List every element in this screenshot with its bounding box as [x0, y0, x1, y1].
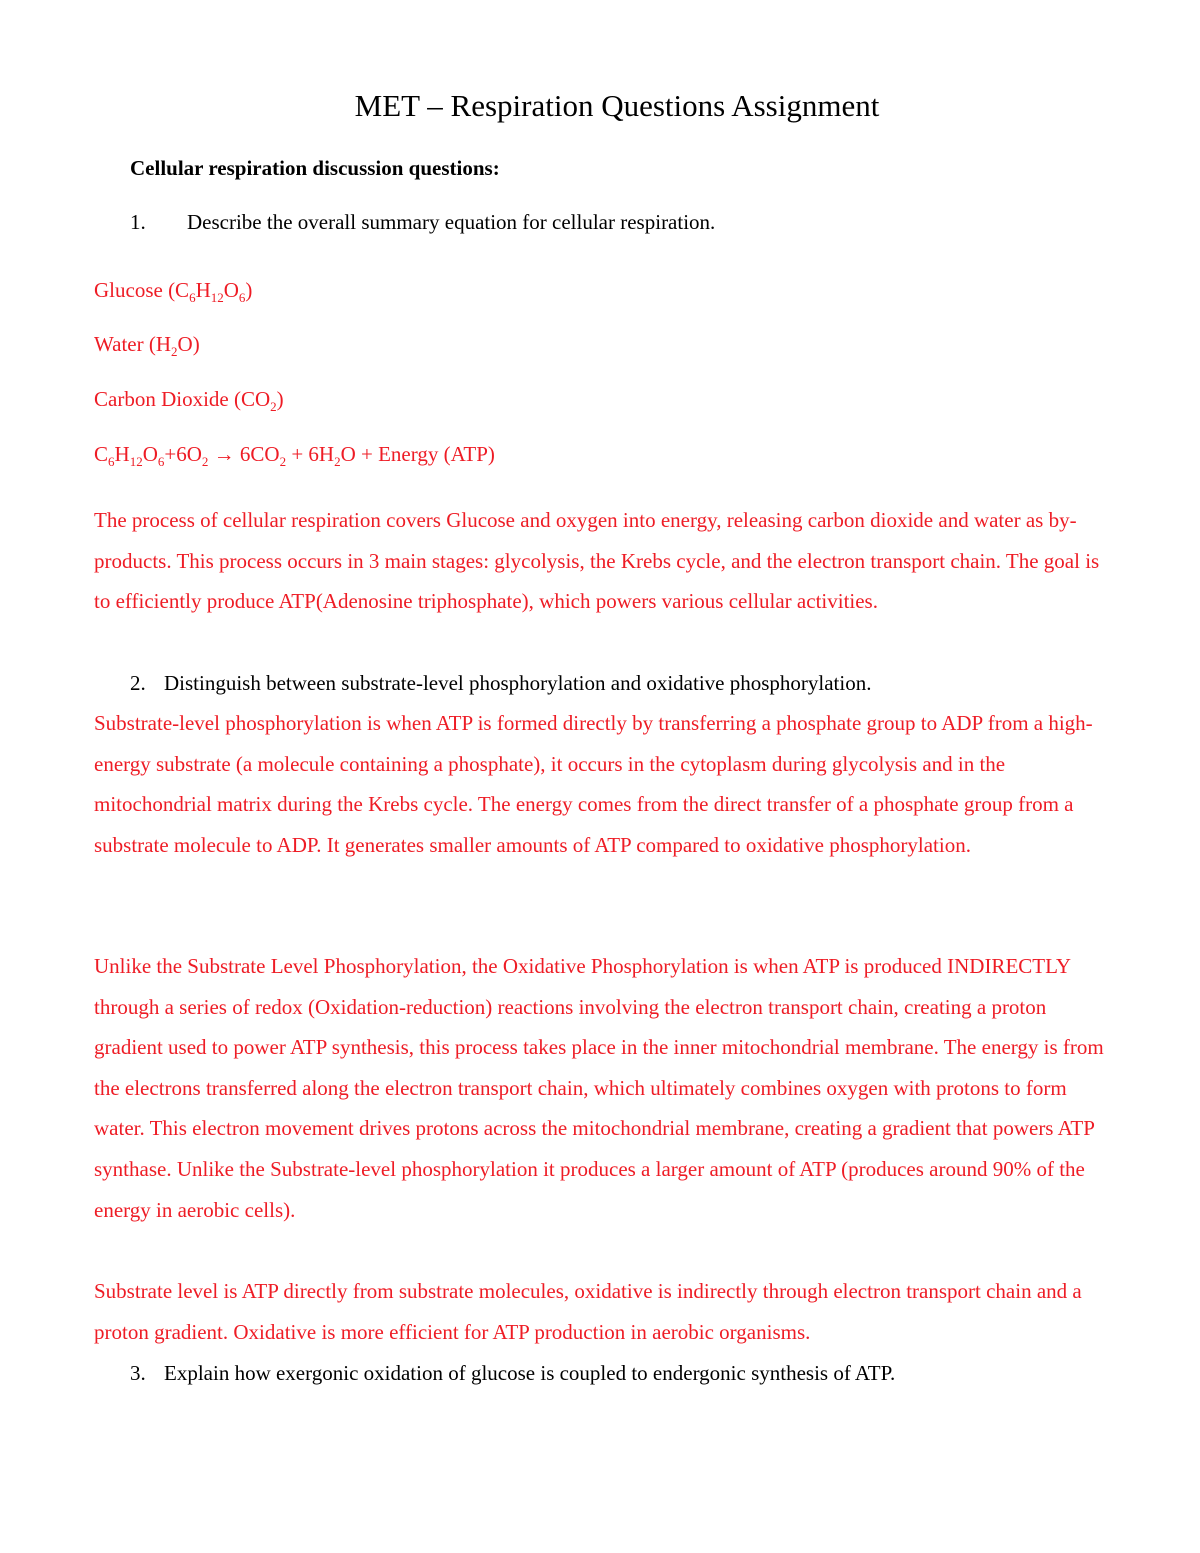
section-heading: Cellular respiration discussion questions:	[130, 156, 500, 180]
question-1-text: Describe the overall summary equation for cellular respiration.	[187, 210, 716, 234]
respiration-equation: $C_6H_{12}O_6+6O_2 \to 6CO_2 + 6H_2O$ + Energy (ATP)	[94, 442, 495, 469]
question-1-number: 1.	[130, 210, 146, 234]
water-line: Water $(H_2O)$	[94, 332, 200, 359]
glucose-line: Glucose $(C_6H_{12}O_6)$	[94, 278, 253, 305]
answer-2-substrate: Substrate-level phosphorylation is when ATP is formed directly by transferring a phosphate group to ADP from a high-energy substrate (a molecule containing a phosphate), it occurs in the cytoplasm during glycolysis and in the mitochondrial matrix during the Krebs cycle. The energy comes from the direct transfer of a phosphate group from a substrate molecule to ADP. It generates smaller amounts of ATP compared to oxidative phosphorylation.	[94, 711, 1093, 857]
answer-1-explanation: The process of cellular respiration covers Glucose and oxygen into energy, releasing carbon dioxide and water as by-products. This process occurs in 3 main stages: glycolysis, the Krebs cycle, and the electron transport chain. The goal is to efficiently produce ATP(Adenosine triphosphate), which powers various cellular activities.	[94, 508, 1100, 614]
carbon-dioxide-line: Carbon Dioxide $(CO_2)$	[94, 387, 284, 414]
answer-2-oxidative: Unlike the Substrate Level Phosphorylation, the Oxidative Phosphorylation is when ATP is produced INDIRECTLY through a series of redox (Oxidation-reduction) reactions involving the electron transport chain, creating a proton gradient used to power ATP synthesis, this process takes place in the inner mitochondrial membrane. The energy is from the electrons transferred along the electron transport chain, which ultimately combines oxygen with protons to form water. This electron movement drives protons across the mitochondrial membrane, creating a gradient that powers ATP synthase. Unlike the Substrate-level phosphorylation it produces a larger amount of ATP (produces around 90% of the energy in aerobic cells).	[94, 954, 1104, 1222]
question-2-number: 2.	[130, 671, 146, 695]
question-2-text: Distinguish between substrate-level phosphorylation and oxidative phosphorylation.	[164, 671, 872, 695]
question-3-number: 3.	[130, 1361, 146, 1385]
page-title: MET – Respiration Questions Assignment	[354, 88, 880, 123]
question-3-text: Explain how exergonic oxidation of glucose is coupled to endergonic synthesis of ATP.	[164, 1361, 896, 1385]
answer-2-summary: Substrate level is ATP directly from substrate molecules, oxidative is indirectly through electron transport chain and a proton gradient. Oxidative is more efficient for ATP production in aerobic organisms.	[94, 1279, 1082, 1344]
